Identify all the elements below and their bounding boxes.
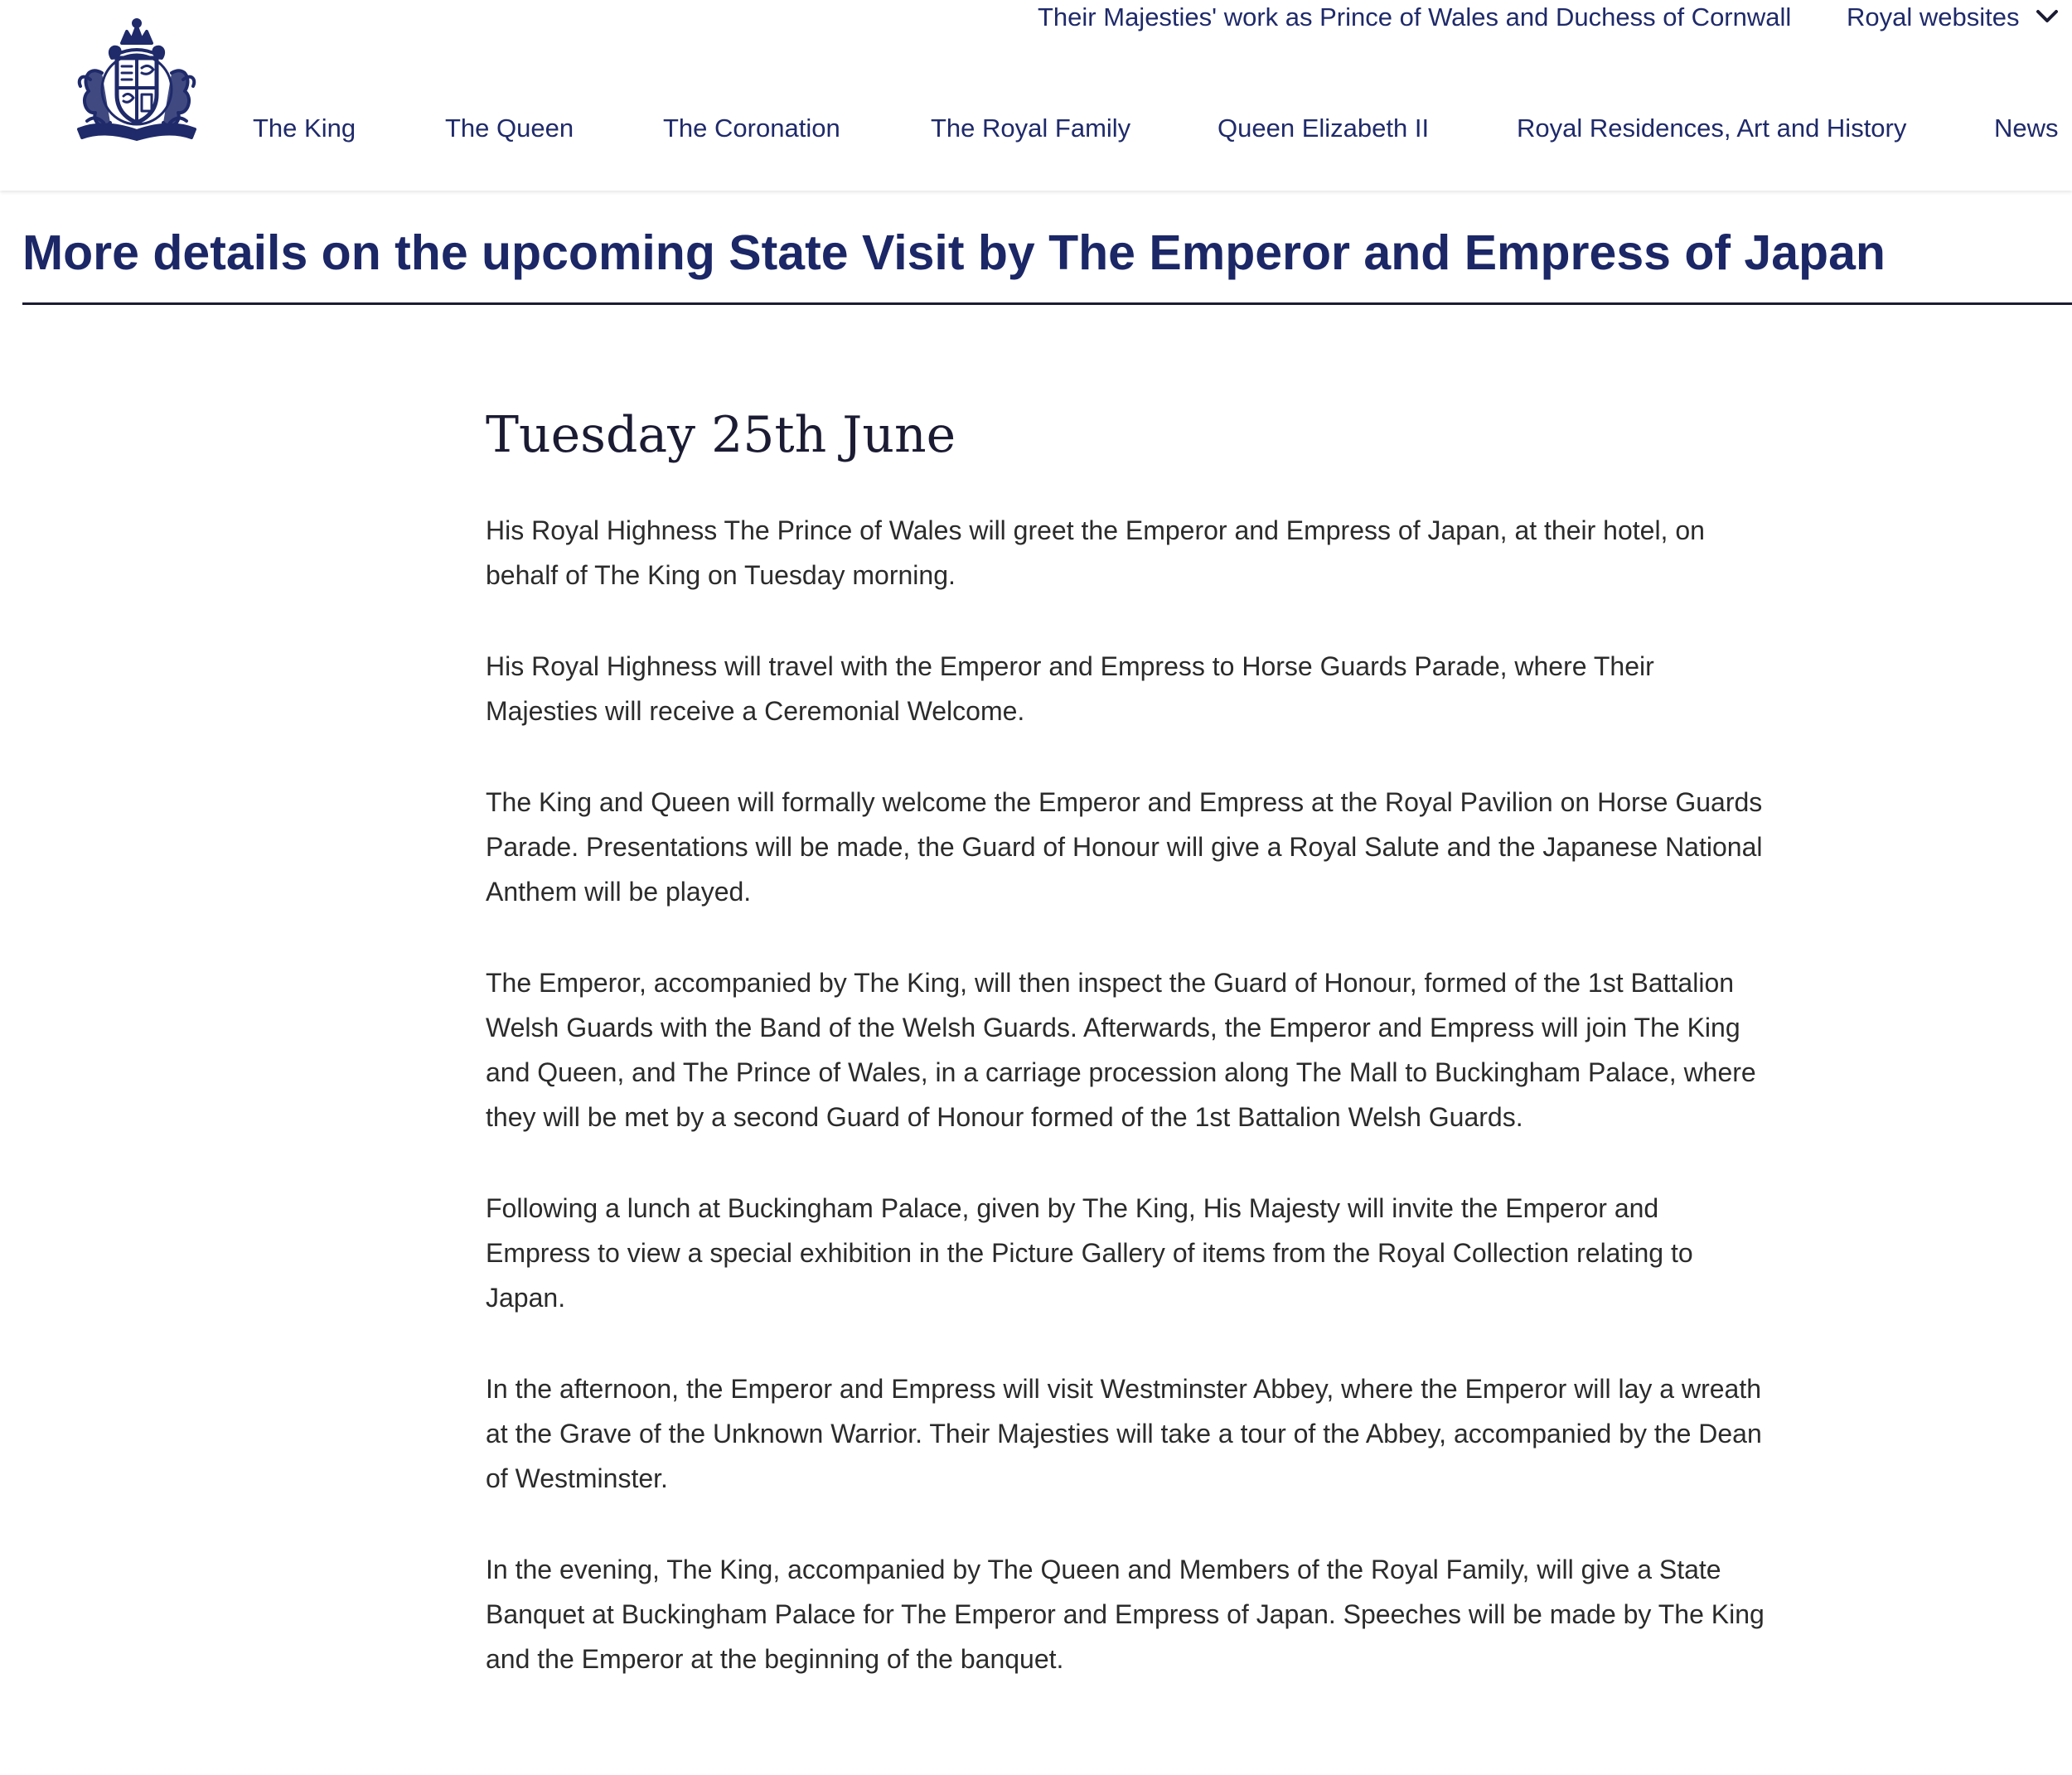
article-content xyxy=(486,402,1766,1728)
nav-item-news[interactable]: News xyxy=(1994,114,2059,143)
nav-item-the-royal-family[interactable]: The Royal Family xyxy=(931,114,1131,143)
chevron-down-icon[interactable] xyxy=(2035,7,2060,27)
nav-item-the-queen[interactable]: The Queen xyxy=(445,114,574,143)
article-paragraph: In the afternoon, the Emperor and Empress will visit Westminster Abbey, where the Emperor will lay a wreath at the Grave of the Unknown Warrior. Their Majesties will take a tour of the Abbey, accompanied by the Dean of Westminster. xyxy=(486,1374,1762,1493)
royal-websites-dropdown[interactable]: Royal websites xyxy=(1847,2,2020,31)
article-paragraph: In the evening, The King, accompanied by The Queen and Members of the Royal Family, will give a State Banquet at Buckingham Palace for The Emperor and Empress of Japan. Speeches will be made by The King and the Emperor at the beginning of the banquet. xyxy=(486,1555,1765,1674)
page-title: More details on the upcoming State Visit by The Emperor and Empress of Japan xyxy=(22,225,1886,280)
royal-coat-of-arms-icon[interactable] xyxy=(70,15,203,143)
majesties-work-link[interactable]: Their Majesties' work as Prince of Wales and Duchess of Cornwall xyxy=(1038,2,1792,31)
nav-item-royal-residences[interactable]: Royal Residences, Art and History xyxy=(1517,114,1907,143)
article-paragraph: His Royal Highness The Prince of Wales will greet the Emperor and Empress of Japan, at their hotel, on behalf of The King on Tuesday morning. xyxy=(486,515,1705,590)
nav-item-the-coronation[interactable]: The Coronation xyxy=(663,114,840,143)
nav-item-queen-elizabeth-ii[interactable]: Queen Elizabeth II xyxy=(1218,114,1430,143)
page-title-bar xyxy=(22,220,2072,305)
article-paragraph: His Royal Highness will travel with the Emperor and Empress to Horse Guards Parade, where Their Majesties will receive a Ceremonial Welcome. xyxy=(486,651,1654,726)
site-header xyxy=(0,0,2072,191)
article-paragraph: Following a lunch at Buckingham Palace, given by The King, His Majesty will invite the Emperor and Empress to view a special exhibition in the Picture Gallery of items from the Royal Collection relating to Japan. xyxy=(486,1193,1693,1313)
date-heading: Tuesday 25th June xyxy=(486,406,956,464)
article-paragraph: The King and Queen will formally welcome the Emperor and Empress at the Royal Pavilion on Horse Guards Parade. Presentations will be made, the Guard of Honour will give a Royal Salute and the Japanese National Anthem will be played. xyxy=(486,787,1763,907)
article-paragraph: The Emperor, accompanied by The King, will then inspect the Guard of Honour, formed of the 1st Battalion Welsh Guards with the Band of the Welsh Guards. Afterwards, the Emperor and Empress will join The King and Queen, and The Prince of Wales, in a carriage procession along The Mall to Buckingham Palace, where they will be met by a second Guard of Honour formed of the 1st Battalion Welsh Guards. xyxy=(486,968,1756,1132)
nav-item-the-king[interactable]: The King xyxy=(253,114,356,143)
